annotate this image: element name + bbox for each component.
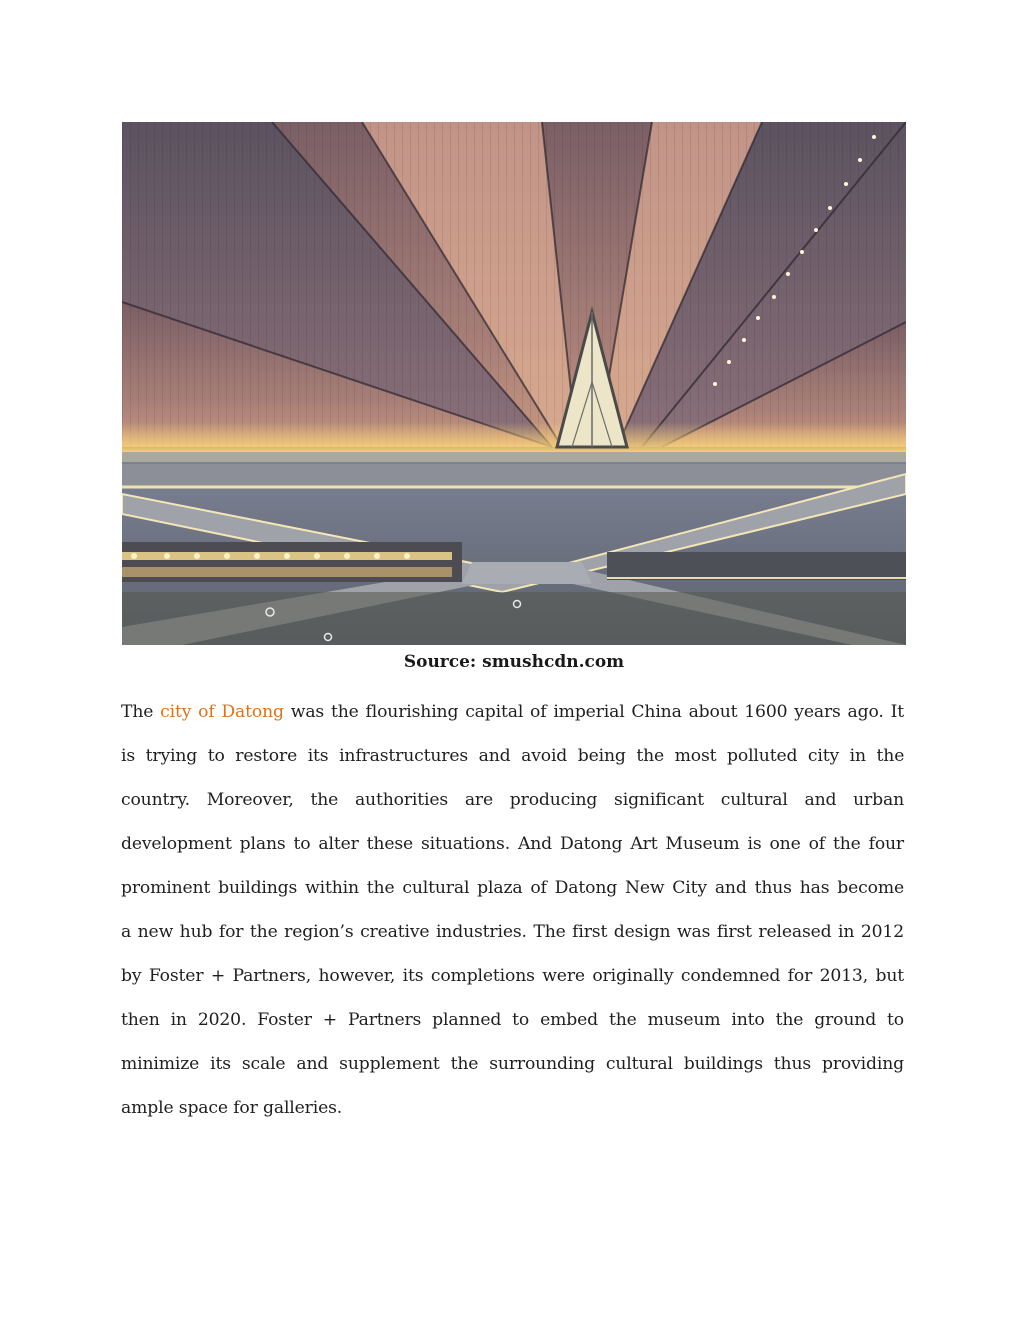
image-caption: Source: smushcdn.com [403, 652, 625, 672]
paragraph-line-10: ample space for galleries. [121, 1098, 343, 1118]
paragraph-line-7: by Foster + Partners, however, its completions were originally condemned for 2013, but [121, 966, 904, 986]
paragraph-line-1-after: was the flourishing capital of imperial China about 1600 years ago. It [283, 702, 904, 722]
paragraph-line-9: minimize its scale and supplement the surrounding cultural buildings thus providing [121, 1054, 904, 1074]
roof-panels [122, 122, 906, 447]
paragraph-line-6: a new hub for the region’s creative industries. The first design was first released in 2012 [121, 922, 904, 942]
paragraph-line-4: development plans to alter these situations. And Datong Art Museum is one of the four [121, 834, 904, 854]
eave-light [122, 422, 906, 452]
museum-aerial-photo [122, 122, 906, 645]
city-of-datong-link[interactable]: city of Datong [160, 702, 284, 722]
lower-right-terrace [607, 552, 906, 580]
paragraph-line-5: prominent buildings within the cultural plaza of Datong New City and thus has become [121, 878, 904, 898]
paragraph-line-2: is trying to restore its infrastructures and avoid being the most polluted city in the [121, 746, 905, 766]
paragraph-line-1-before: The [121, 702, 161, 722]
museum-aerial-illustration [122, 122, 906, 645]
paragraph-line-1 [121, 690, 904, 734]
paragraph-line-8: then in 2020. Foster + Partners planned to embed the museum into the ground to [121, 1010, 904, 1030]
lower-terrace [122, 542, 462, 582]
article-paragraph [121, 690, 904, 1130]
paragraph-line-3: country. Moreover, the authorities are producing significant cultural and urban [121, 790, 904, 810]
